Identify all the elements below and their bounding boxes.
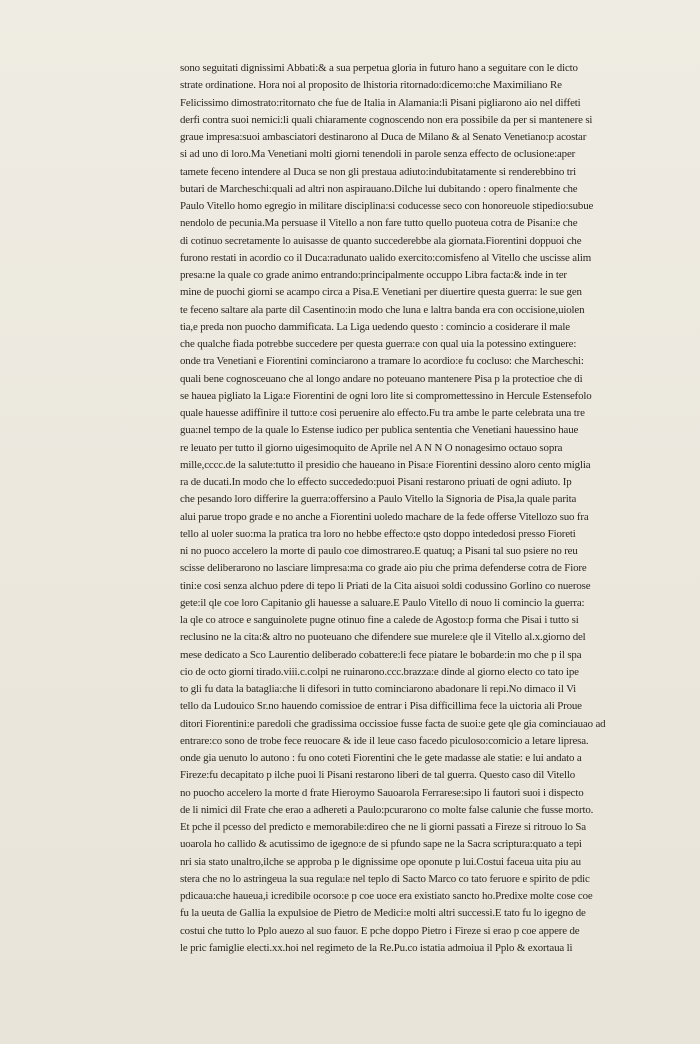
text-line: onde tra Venetiani e Fiorentini cominciarono a tramare lo acordio:e fu cocluso: che Marcheschi:	[180, 355, 584, 368]
text-line: tini:e cosi senza alchuo pdere di tepo li Priati de la Cita aisuoi soldi codussino Gorlino co nuerose	[180, 579, 591, 592]
text-line: Et pche il pcesso del predicto e memorabile:direo che ne li giorni passati a Fireze si ritrouo lo Sa	[180, 821, 586, 833]
text-line: mille,cccc.de la salute:tutto il presidio che haueano in Pisa:e Fiorentini dessino aloro cento miglia	[180, 458, 591, 471]
text-line: no puocho accelero la morte d frate Hieroymo Sauoarola Ferrarese:sipo li fautori suoi i dispecto	[180, 786, 584, 799]
text-line: Felicissimo dimostrato:ritornato che fue de Italia in Alamania:li Pisani pigliarono aio nel diffeti	[180, 96, 581, 109]
text-line: ra de ducati.In modo che lo effecto succededo:puoi Pisani restarono priuati de ogni adiuto. Ip	[180, 476, 572, 488]
text-line: pdicaua:che haueua,i icredibile ocorso:e p coe uoce era existiato sancto ho.Predixe molte cose coe	[180, 890, 593, 902]
text-line: le pric famiglie electi.xx.hoi nel regimeto de la Re.Pu.co istatia admoiua il Pplo & exortaua li	[180, 941, 573, 954]
text-line: mine de puochi giorni se acampo circa a Pisa.E Venetiani per diuertire questa guerra: le sue gen	[180, 286, 582, 299]
text-line: tello al uoler suo:ma la pratica tra loro no hebbe effecto:e qsto doppo intededosi presso Fioreti	[180, 527, 576, 540]
text-line: fu la ueuta de Gallia la expulsioe de Pietro de Medici:e molti altri successi.E tato fu lo igegno de	[180, 907, 586, 920]
text-line: nri sia stato unaltro,ilche se approba p le dignissime ope oponute p lui.Costui faceua uita piu au	[180, 855, 581, 868]
text-line: di cotinuo secretamente lo auisasse de quanto succederebbe ala giornata.Fiorentini doppuoi che	[180, 234, 582, 247]
text-line: de li nimici dil Frate che erao a adhereti a Paulo:pcurarono co molte false calunie che fusse morto.	[180, 803, 594, 816]
text-line: si ad uno di loro.Ma Venetiani molti giorni tenendoli in parole senza effecto de oclusione:aper	[180, 148, 576, 161]
text-line: graue impresa:suoi ambasciatori destinarono al Duca de Milano & al Senato Venetiano:p acostar	[180, 131, 587, 143]
text-line: tamete feceno intendere al Duca se non gli prestaua adiuto:indubitatamente si renderebbino tri	[180, 165, 576, 178]
text-line: quali bene cognosceuano che al longo andare no poteuano mantenere Pisa p la protectioe che di	[180, 372, 583, 385]
text-line: re leuato per tutto il giorno uigesimoquito de Aprile nel A N N O nonagesimo octauo sopra	[180, 441, 563, 454]
text-line: tello da Ludouico Sr.no hauendo comissioe de entrar i Pisa difficillima fece la uictoria ali Proue	[180, 700, 582, 713]
text-line: uoarola ho callido & acutissimo de igegno:e de si pfundo sape ne la Sacra scriptura:quato a tepi	[180, 838, 582, 851]
text-line: Fireze:fu decapitato p ilche puoi li Pisani restarono liberi de tal guerra. Questo caso dil Vitello	[180, 769, 575, 782]
text-line: che qualche fiada potrebbe succedere per questa guerra:e con qual uia la potessino extinguere:	[180, 338, 577, 350]
text-line: te feceno saltare ala parte dil Casentino:in modo che luna e laltra banda era con occisione,uiolen	[180, 303, 585, 316]
text-line: scisse deliberarono no lasciare limpresa:ma co grade aio piu che prima defenderse cotra de Fiore	[180, 562, 587, 575]
text-line: nendolo de pecunia.Ma persuase il Vitello a non fare tutto quello puoteua cotra de Pisani:e che	[180, 217, 578, 230]
text-line: gua:nel tempo de la quale lo Estense iudico per publica sententia che Venetiani hauessino haue	[180, 424, 579, 437]
text-line: cio de octo giorni tirado.viii.c.colpi ne ruinarono.ccc.brazza:e dinde al giorno electo co tato ipe	[180, 665, 579, 678]
text-line: tia,e preda non puocho dammificata. La Liga uedendo questo : comincio a cosiderare il male	[180, 320, 570, 333]
text-line: stera che no lo astringeua la sua regula:e nel teplo di Sacto Marco co tato feruore e spirito de pdic	[180, 872, 590, 885]
text-line: reclusino ne la cita:& altro no puoteuano che difendere sue murele:e qle il Vitello al.x.giorno del	[180, 631, 586, 644]
text-line: derfi contra suoi nemici:li quali chiaramente cognoscendo non era possibile da per si mantenere si	[180, 113, 593, 126]
text-line: furono restati in acordio co il Duca:radunato ualido exercito:comisfeno al Vitello che uscisse alim	[180, 251, 592, 264]
text-line: sono seguitati dignissimi Abbati:& a sua perpetua gloria in futuro hano a seguitare con le dicto	[180, 62, 578, 74]
text-column	[180, 60, 655, 957]
text-line: se hauea pigliato la Liga:e Fiorentini de ogni loro lite si compromettessino in Hercule Estensefolo	[180, 389, 592, 402]
text-line: Paulo Vitello homo egregio in militare disciplina:si coducesse seco con honoreuole stipedio:subue	[180, 200, 594, 212]
text-line: mese dedicato a Sco Laurentio deliberado cobattere:li fece piatare le bobarde:in mo che p il spa	[180, 648, 582, 661]
text-line: ni no puoco accelero la morte di paulo coe dimostrareo.E quatuq; a Pisani tal suo psiere no reu	[180, 545, 578, 557]
text-line: presa:ne la quale co grade animo entrando:principalmente occuppo Libra facta:& inde in ter	[180, 269, 567, 281]
text-line: entrare:co sono de trobe fece reuocare & ide il leue caso facedo piculoso:comicio a letare lipresa.	[180, 734, 589, 747]
text-line: la qle co atroce e sanguinolete pugne otinuo fine a calede de Agosto:p forma che Pisai i tutto si	[180, 614, 579, 626]
text-line: gete:il qle coe loro Capitanio gli hauesse a saluare.E Paulo Vitello di nouo li comincio la guerra:	[180, 596, 585, 609]
text-line: to gli fu data la bataglia:che li difesori in tutto cominciarono abadonare li repi.No dimaco il Vi	[180, 683, 577, 695]
text-line: strate ordinatione. Hora noi al proposito de lhistoria ritornado:dicemo:che Maximiliano Re	[180, 79, 562, 92]
text-line: che pesando loro differire la guerra:offersino a Paulo Vitello la Signoria de Pisa,la quale parita	[180, 493, 577, 506]
text-line: alui parue tropo grade e no anche a Fiorentini uoledo machare de la fede offerse Vitellozo suo fra	[180, 510, 589, 523]
text-line: onde gia uenuto lo autono : fu ono coteti Fiorentini che le gete madasse ale statie: e lui andato a	[180, 752, 582, 764]
text-line: ditori Fiorentini:e paredoli che gradissima occissioe fusse facta de suoi:e gete qle gia cominciauao ad	[180, 717, 606, 730]
text-line: quale hauesse adiffinire il tutto:e cosi peruenire alo effecto.Fu tra ambe le parte celebrata una tre	[180, 407, 585, 419]
text-line: costui che tutto lo Pplo auezo al suo fauor. E pche doppo Pietro i Fireze si erao p coe appere de	[180, 924, 580, 937]
text-line: butari de Marcheschi:quali ad altri non aspirauano.Dilche lui dubitando : opero finalmente che	[180, 182, 578, 195]
